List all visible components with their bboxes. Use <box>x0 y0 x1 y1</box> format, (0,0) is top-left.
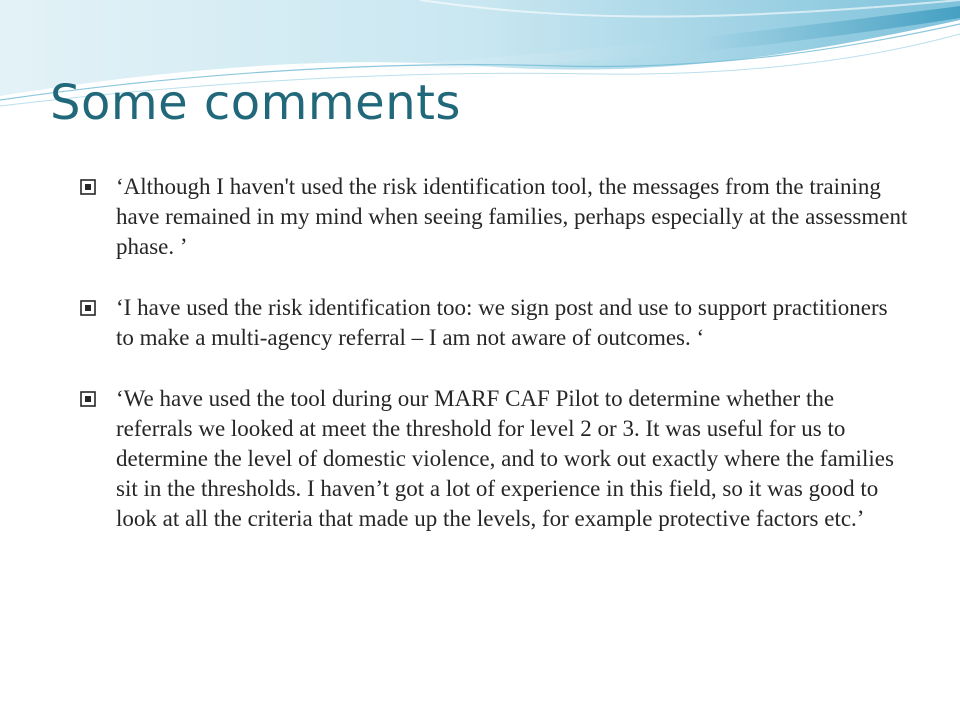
comment-list <box>80 172 910 565</box>
boxed-dot-bullet-icon <box>80 179 96 195</box>
slide-title: Some comments <box>50 75 461 131</box>
boxed-dot-bullet-icon <box>80 391 96 407</box>
comment-text: ‘Although I haven't used the risk identification tool, the messages from the training have remained in my mind when seeing families, perhaps especially at the assessment phase. ’ <box>116 174 908 259</box>
comment-text: ‘We have used the tool during our MARF CAF Pilot to determine whether the referrals we looked at meet the threshold for level 2 or 3. It was useful for us to determine the level of domestic violence, and to work out exactly where the families sit in the thresholds. I haven’t got a lot of experience in this field, so it was good to look at all the criteria that made up the levels, for example protective factors etc.’ <box>116 386 894 531</box>
boxed-dot-bullet-icon <box>80 300 96 316</box>
comment-item <box>80 384 910 534</box>
comment-item <box>80 293 910 353</box>
comment-item <box>80 172 910 262</box>
comment-text: ‘I have used the risk identification too: we sign post and use to support practitioners to make a multi-agency referral – I am not aware of outcomes. ‘ <box>116 295 888 350</box>
